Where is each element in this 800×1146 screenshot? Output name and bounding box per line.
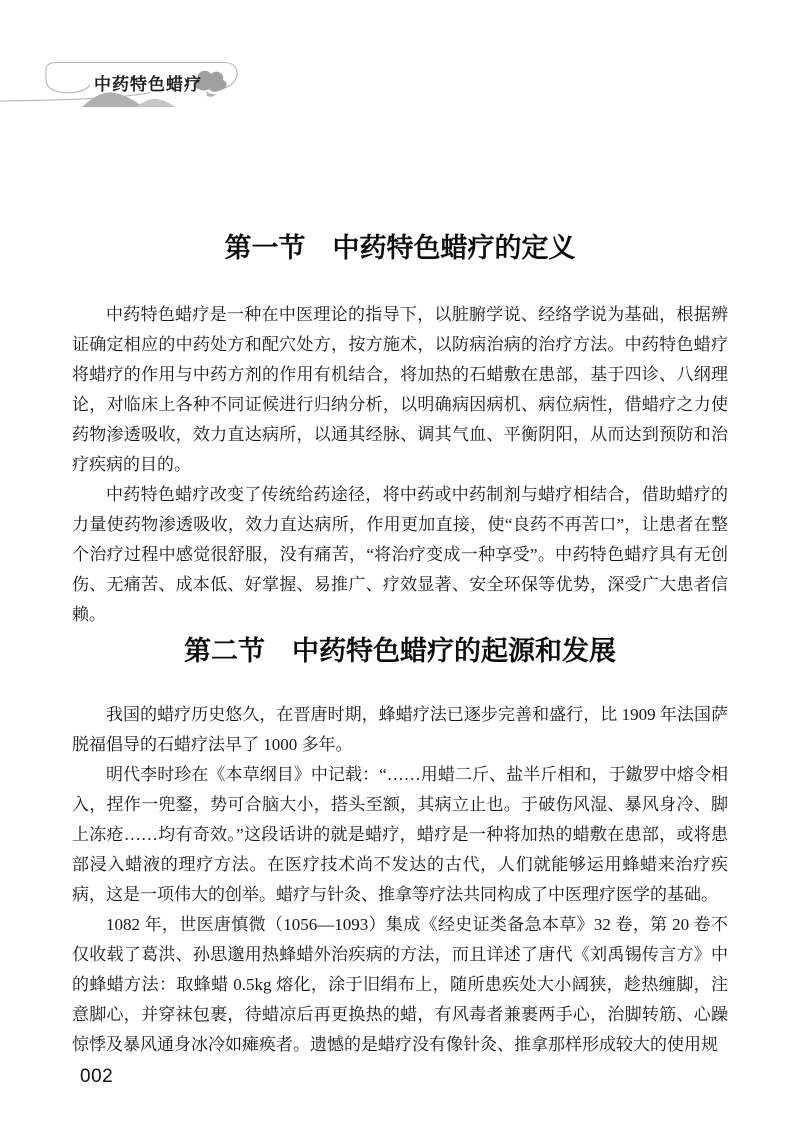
section-2-heading: 第二节 中药特色蜡疗的起源和发展 xyxy=(184,636,616,666)
cloud-tail-icon xyxy=(206,91,216,97)
section-2-paragraph-2: 明代李时珍在《本草纲目》中记载：“……用蜡二斤、盐半斤相和，于𨫼罗中熔令相入，捏作一兜鍪，势可合脑大小，搭头至额，其病立止也。于破伤风湿、暴风身冷、脚上冻疮……均有奇效。”这段话讲的就是蜡疗，蜡疗是一种将加热的蜡敷在患部，或将患部浸入蜡液的理疗方法。在医疗技术尚不发达的古代，人们就能够运用蜂蜡来治疗疾病，这是一项伟大的创举。蜡疗与针灸、推拿等疗法共同构成了中医理疗医学的基础。 xyxy=(72,765,728,904)
page-header xyxy=(0,55,320,130)
section-1-paragraph-1: 中药特色蜡疗是一种在中医理论的指导下，以脏腑学说、经络学说为基础，根据辨证确定相应的中药处方和配穴处方，按方施术，以防病治病的治疗方法。中药特色蜡疗将蜡疗的作用与中药方剂的作用有机结合，将加热的石蜡敷在患部，基于四诊、八纲理论，对临床上各种不同证候进行归纳分析，以明确病因病机、病位病性，借蜡疗之力使药物渗透吸收，效力直达病所，以通其经脉、调其气血、平衡阴阳，从而达到预防和治疗疾病的目的。 xyxy=(72,305,728,474)
running-head-title: 中药特色蜡疗 xyxy=(94,75,202,94)
ornament-curl xyxy=(46,79,90,93)
section-2-paragraph-3: 1082 年，世医唐慎微（1056—1093）集成《经史证类备急本草》32 卷，第 20 卷不仅收载了葛洪、孙思邈用热蜂蜡外治疾病的方法，而且详述了唐代《刘禹锡传言方》中的蜂蜡方法：取蜂蜡 0.5kg 熔化，涂于旧绢布上，随所患疾处大小阔狭，趁热缠脚，注意脚心，并穿袜包裹，待蜡凉后再更换热的蜡，有风毒者兼裹两手心，治脚转筋、心躁惊悸及暴风通身冰冷如瘫痪者。遗憾的是蜡疗没有像针灸、推拿那样形成较大的使用规 xyxy=(72,915,728,1054)
section-2-paragraph-1: 我国的蜡疗历史悠久，在晋唐时期，蜂蜡疗法已逐步完善和盛行，比 1909 年法国萨脱福倡导的石蜡疗法早了 1000 多年。 xyxy=(72,705,728,754)
page-number: 002 xyxy=(80,1066,114,1087)
section-1-heading: 第一节 中药特色蜡疗的定义 xyxy=(224,233,576,263)
text-column xyxy=(72,233,728,1060)
mountain-small-icon xyxy=(136,99,175,107)
section-1-paragraph-2: 中药特色蜡疗改变了传统给药途径，将中药或中药制剂与蜡疗相结合，借助蜡疗的力量使药物渗透吸收，效力直达病所，作用更加直接，使“良药不再苦口”，让患者在整个治疗过程中感觉很舒服，没有痛苦，“将治疗变成一种享受”。中药特色蜡疗具有无创伤、无痛苦、成本低、好掌握、易推广、疗效显著、安全环保等优势，深受广大患者信赖。 xyxy=(72,485,728,624)
